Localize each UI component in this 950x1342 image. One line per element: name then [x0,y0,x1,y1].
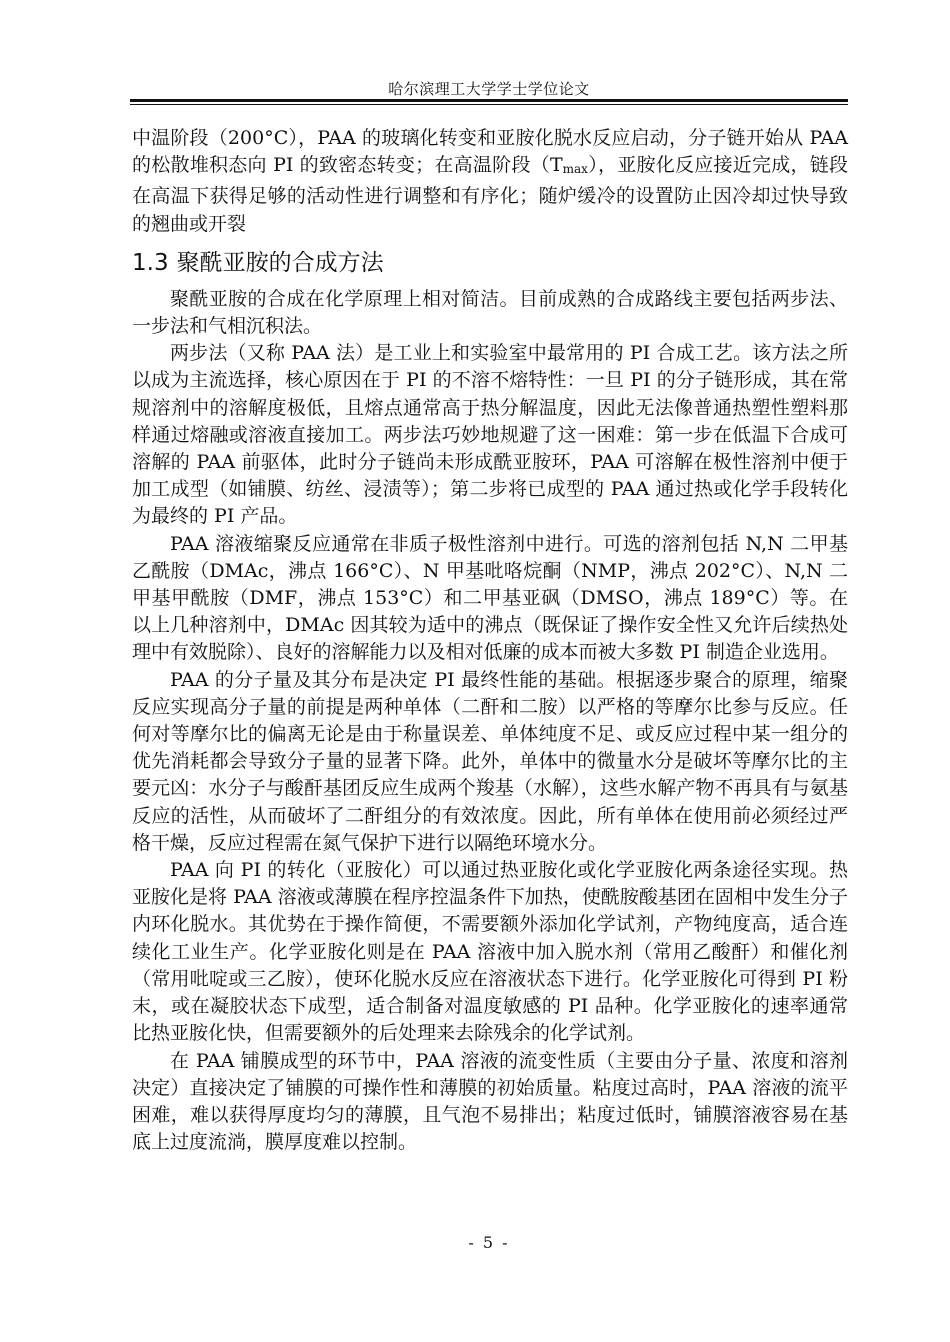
paragraph-imidization: PAA 向 PI 的转化（亚胺化）可以通过热亚胺化或化学亚胺化两条途径实现。热亚胺化是将 PAA 溶液或薄膜在程序控温条件下加热，使酰胺酸基团在固相中发生分子内环化脱水。其优势在于操作简便，不需要额外添加化学试剂，产物纯度高，适合连续化工业生产。化学亚胺化则是在 PAA 溶液中加入脱水剂（常用乙酸酐）和催化剂（常用吡啶或三乙胺），使环化脱水反应在溶液状态下进行。化学亚胺化可得到 PI 粉末，或在凝胶状态下成型，适合制备对温度敏感的 PI 品种。化学亚胺化的速率通常比热亚胺化快，但需要额外的后处理来去除残余的化学试剂。 [132,859,848,1045]
paragraph-solvents: PAA 溶液缩聚反应通常在非质子极性溶剂中进行。可选的溶剂包括 N,N 二甲基乙酰胺（DMAc，沸点 166°C）、N 甲基吡咯烷酮（NMP，沸点 202°C）、N,N 二甲基甲酰胺（DMF，沸点 153°C）和二甲基亚砜（DMSO，沸点 189°C）等。在以上几种溶剂中，DMAc 因其较为适中的沸点（既保证了操作安全性又允许后续热处理中有效脱除）、良好的溶解能力以及相对低廉的成本而被大多数 PI 制造企业选用。 [132,532,848,664]
continuation-text-part2: ），亚胺化反应接近完成，链段在高温下获得足够的活动性进行调整和有序化；随炉缓冷的设置防止因冷却过快导致的翘曲或开裂 [132,154,848,235]
section-heading [132,247,848,279]
running-header: 哈尔滨理工大学学士学位论文 [388,80,590,98]
header-rule-thick [130,99,848,102]
continuation-text-part1: 中温阶段（200°C），PAA 的玻璃化转变和亚胺化脱水反应启动，分子链开始从 PAA 的松散堆积态向 PI 的致密态转变；在高温阶段（T [132,127,848,177]
section-number: 1.3 [132,249,169,276]
page-number: - 5 - [468,1233,510,1252]
paragraph-film-casting: 在 PAA 铺膜成型的环节中，PAA 溶液的流变性质（主要由分子量、浓度和溶剂决定）直接决定了铺膜的可操作性和薄膜的初始质量。粘度过高时，PAA 溶液的流平困难，难以获得厚度均匀的薄膜，且气泡不易排出；粘度过低时，铺膜溶液容易在基底上过度流淌，膜厚度难以控制。 [132,1049,848,1154]
paragraph-intro: 聚酰亚胺的合成在化学原理上相对简洁。目前成熟的合成路线主要包括两步法、一步法和气相沉积法。 [132,287,848,338]
continuation-paragraph [132,125,848,238]
paragraph-molecular-weight: PAA 的分子量及其分布是决定 PI 最终性能的基础。根据逐步聚合的原理，缩聚反应实现高分子量的前提是两种单体（二酐和二胺）以严格的等摩尔比参与反应。任何对等摩尔比的偏离无论是由于称量误差、单体纯度不足、或反应过程中某一组分的优先消耗都会导致分子量的显著下降。此外，单体中的微量水分是破坏等摩尔比的主要元凶：水分子与酸酐基团反应生成两个羧基（水解），这些水解产物不再具有与氨基反应的活性，从而破坏了二酐组分的有效浓度。因此，所有单体在使用前必须经过严格干燥，反应过程需在氮气保护下进行以隔绝环境水分。 [132,668,848,854]
body-text [132,125,848,1156]
paragraph-two-step-method: 两步法（又称 PAA 法）是工业上和实验室中最常用的 PI 合成工艺。该方法之所以成为主流选择，核心原因在于 PI 的不溶不熔特性：一旦 PI 的分子链形成，其在常规溶剂中的溶解度极低，且熔点通常高于热分解温度，因此无法像普通热塑性塑料那样通过熔融或溶液直接加工。两步法巧妙地规避了这一困难：第一步在低温下合成可溶解的 PAA 前驱体，此时分子链尚未形成酰亚胺环，PAA 可溶解在极性溶剂中便于加工成型（如铺膜、纺丝、浸渍等）；第二步将已成型的 PAA 通过热或化学手段转化为最终的 PI 产品。 [132,342,848,528]
section-title: 聚酰亚胺的合成方法 [176,249,384,276]
header-rule-thin [130,104,848,105]
t-max-subscript: max [562,162,588,177]
